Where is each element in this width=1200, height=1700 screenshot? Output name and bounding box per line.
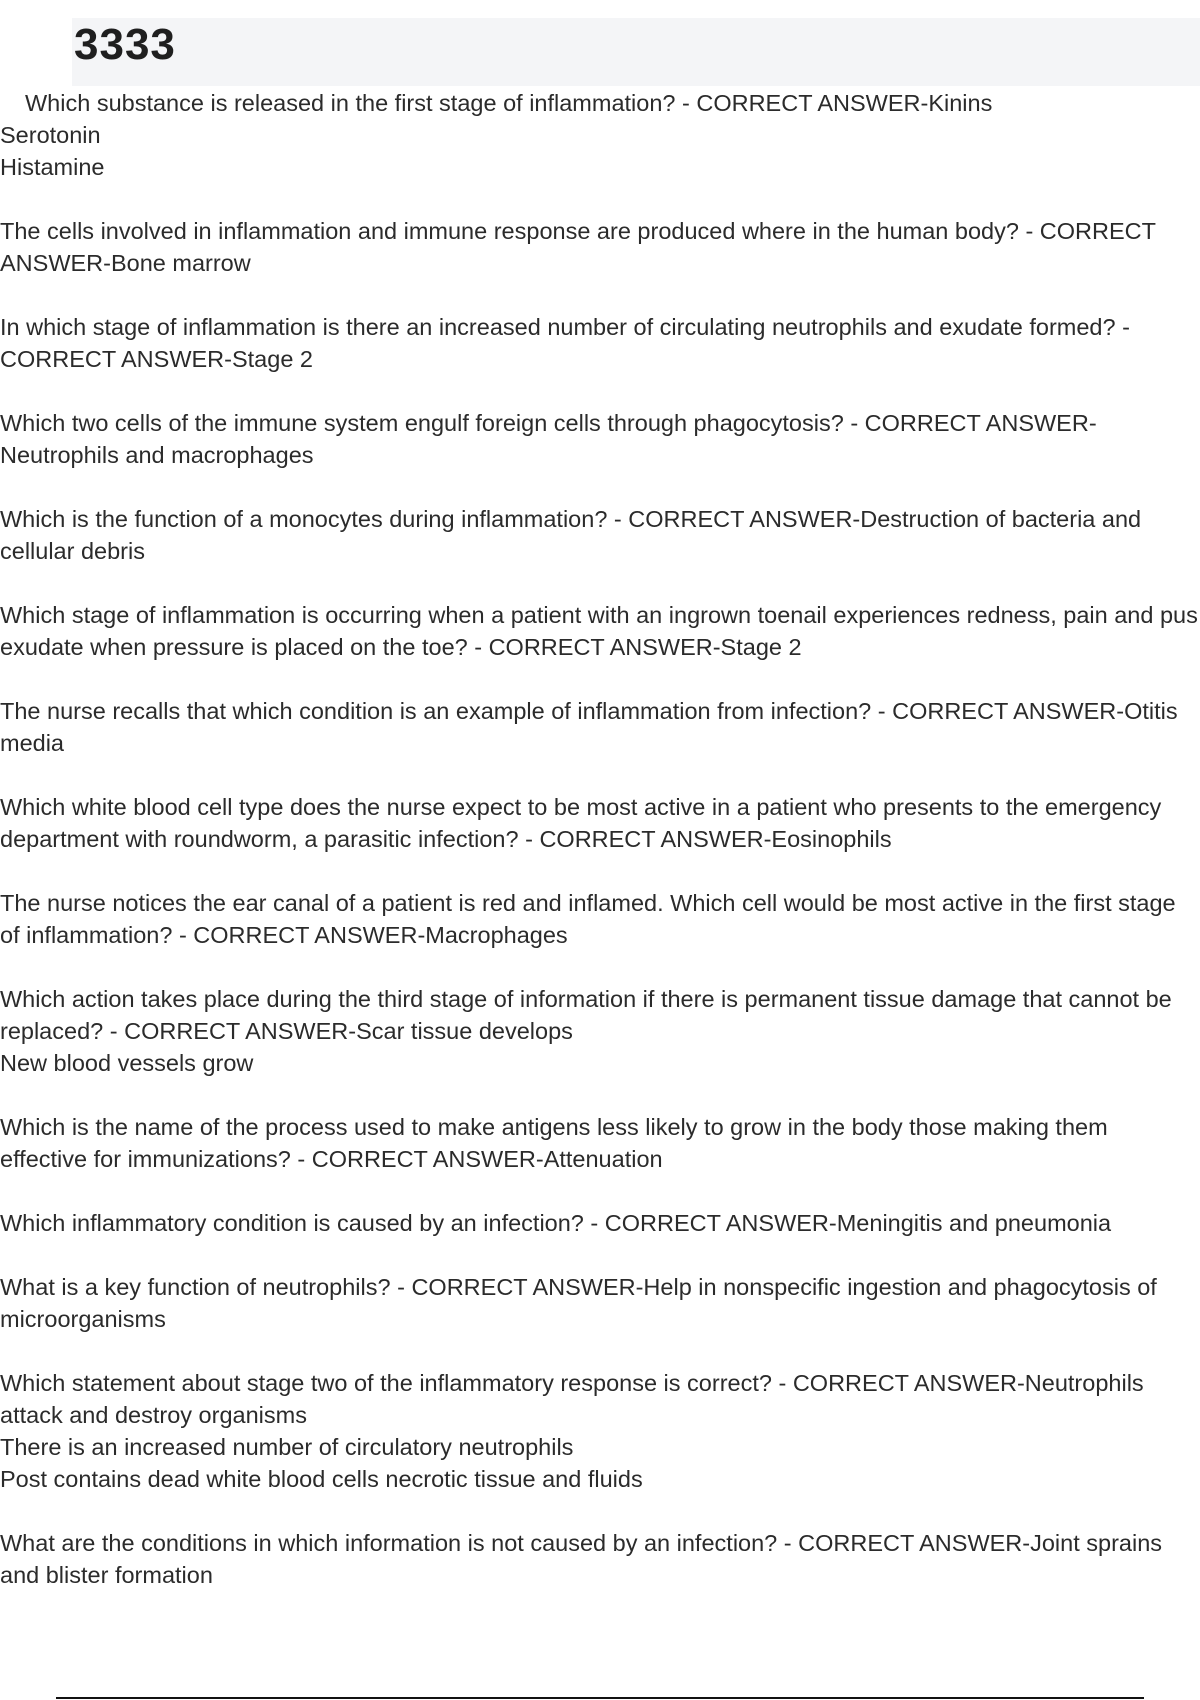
qa-item	[0, 887, 1198, 951]
qa-item	[0, 599, 1198, 663]
qa-item	[0, 1111, 1198, 1175]
qa-item	[0, 311, 1198, 375]
qa-extra-line: Serotonin	[0, 122, 101, 148]
qa-extra-line: There is an increased number of circulatory neutrophils	[0, 1434, 574, 1460]
qa-question: In which stage of inflammation is there an increased number of circulating neutrophils and exudate formed? - CORRECT ANSWER-Stage 2	[0, 314, 1130, 372]
qa-item	[0, 1271, 1198, 1335]
qa-item	[0, 1527, 1198, 1591]
qa-item	[0, 215, 1198, 279]
qa-item	[0, 791, 1198, 855]
qa-question: The nurse notices the ear canal of a patient is red and inflamed. Which cell would be most active in the first stage of inflammation? - CORRECT ANSWER-Macrophages	[0, 890, 1176, 948]
title-bar	[72, 18, 1200, 86]
qa-item	[0, 503, 1198, 567]
qa-item	[0, 407, 1198, 471]
qa-question: Which stage of inflammation is occurring when a patient with an ingrown toenail experiences redness, pain and pus exudate when pressure is placed on the toe? - CORRECT ANSWER-Stage 2	[0, 602, 1198, 660]
qa-item	[0, 87, 1198, 183]
footer-divider	[56, 1697, 1144, 1699]
qa-item	[0, 983, 1198, 1079]
qa-question: Which action takes place during the third stage of information if there is permanent tissue damage that cannot be replaced? - CORRECT ANSWER-Scar tissue develops	[0, 986, 1172, 1044]
qa-question: What is a key function of neutrophils? - CORRECT ANSWER-Help in nonspecific ingestion and phagocytosis of microorganisms	[0, 1274, 1157, 1332]
qa-question: The cells involved in inflammation and immune response are produced where in the human body? - CORRECT ANSWER-Bone marrow	[0, 218, 1156, 276]
qa-item	[0, 1367, 1198, 1495]
qa-question: What are the conditions in which information is not caused by an infection? - CORRECT ANSWER-Joint sprains and blister formation	[0, 1530, 1163, 1588]
qa-extra-line: New blood vessels grow	[0, 1050, 254, 1076]
page-title: 3333	[74, 20, 176, 69]
qa-item	[0, 695, 1198, 759]
qa-extra-line: Histamine	[0, 154, 105, 180]
qa-question: Which two cells of the immune system engulf foreign cells through phagocytosis? - CORRECT ANSWER-Neutrophils and macrophages	[0, 410, 1097, 468]
qa-question: Which statement about stage two of the inflammatory response is correct? - CORRECT ANSWER-Neutrophils attack and destroy organisms	[0, 1370, 1144, 1428]
qa-question: Which inflammatory condition is caused by an infection? - CORRECT ANSWER-Meningitis and pneumonia	[0, 1210, 1112, 1236]
qa-question: The nurse recalls that which condition is an example of inflammation from infection? - CORRECT ANSWER-Otitis media	[0, 698, 1178, 756]
qa-question: Which substance is released in the first stage of inflammation? - CORRECT ANSWER-Kinins	[25, 90, 993, 116]
qa-item	[0, 1207, 1198, 1239]
qa-list	[0, 87, 1198, 1623]
qa-question: Which is the name of the process used to make antigens less likely to grow in the body those making them effective for immunizations? - CORRECT ANSWER-Attenuation	[0, 1114, 1108, 1172]
qa-extra-line: Post contains dead white blood cells necrotic tissue and fluids	[0, 1466, 643, 1492]
qa-question: Which is the function of a monocytes during inflammation? - CORRECT ANSWER-Destruction of bacteria and cellular debris	[0, 506, 1142, 564]
qa-question: Which white blood cell type does the nurse expect to be most active in a patient who presents to the emergency department with roundworm, a parasitic infection? - CORRECT ANSWER-Eosinophils	[0, 794, 1162, 852]
